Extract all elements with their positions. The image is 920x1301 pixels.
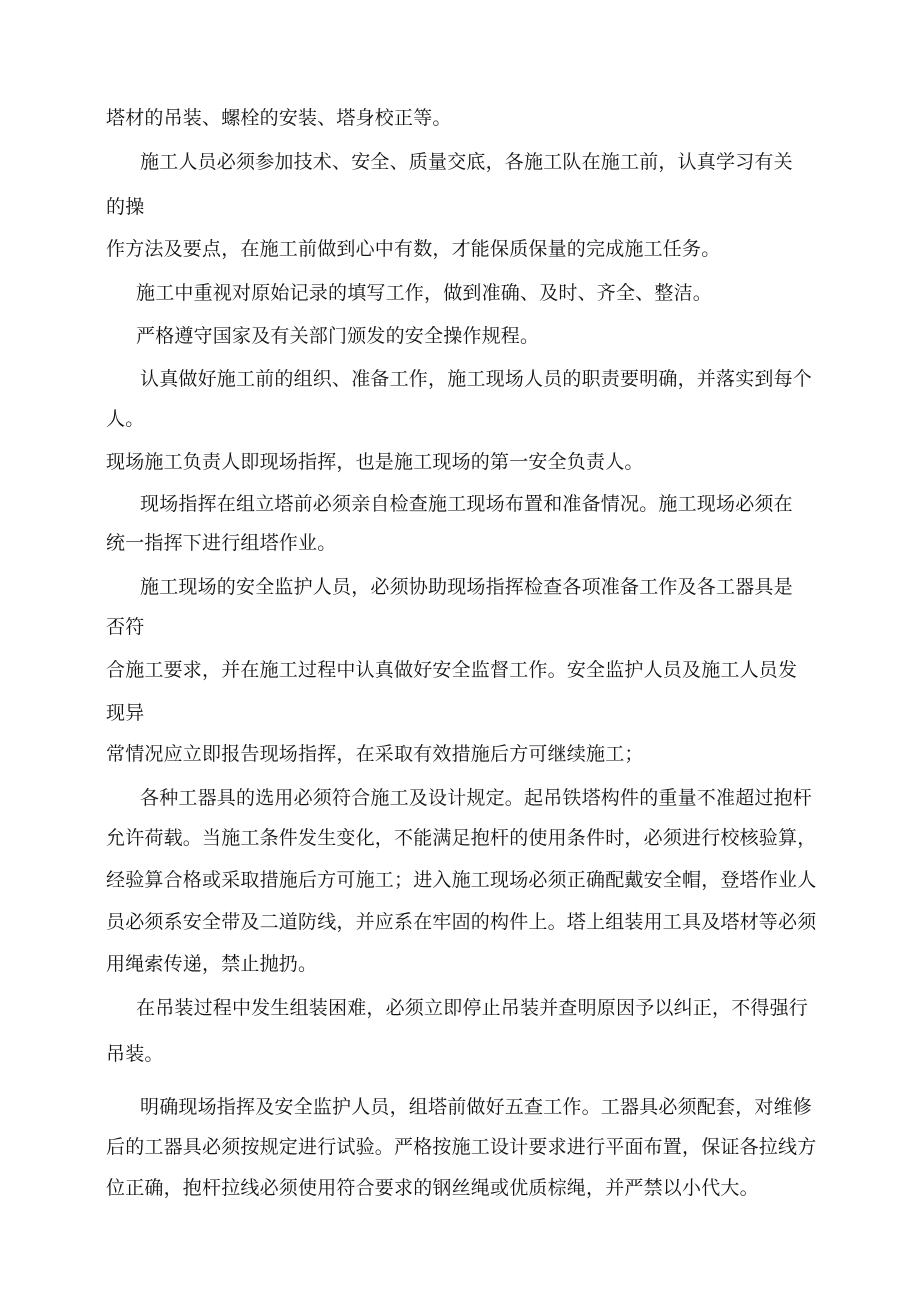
text-line: 施工中重视对原始记录的填写工作，做到准确、及时、齐全、整洁。 — [136, 282, 713, 304]
text-line: 认真做好施工前的组织、准备工作，施工现场人员的职责要明确，并落实到每个 — [140, 368, 813, 390]
text-line: 现异 — [106, 702, 145, 724]
text-line: 用绳索传递，禁止抛扔。 — [106, 953, 318, 975]
text-line: 合施工要求，并在施工过程中认真做好安全监督工作。安全监护人员及施工人员发 — [106, 659, 798, 681]
text-line: 统一指挥下进行组塔作业。 — [106, 532, 337, 554]
text-line: 位正确，抱杆拉线必须使用符合要求的钢丝绳或优质棕绳，并严禁以小代大。 — [106, 1177, 759, 1199]
text-line: 后的工器具必须按规定进行试验。严格按施工设计要求进行平面布置，保证各拉线方 — [106, 1136, 817, 1158]
text-line: 塔材的吊装、螺栓的安装、塔身校正等。 — [106, 107, 452, 129]
text-line: 施工现场的安全监护人员，必须协助现场指挥检查各项准备工作及各工器具是 — [140, 576, 793, 598]
text-line: 明确现场指挥及安全监护人员，组塔前做好五查工作。工器具必须配套，对维修 — [140, 1096, 813, 1118]
text-line: 吊装。 — [106, 1043, 164, 1065]
text-line: 施工人员必须参加技术、安全、质量交底，各施工队在施工前，认真学习有关 — [140, 151, 793, 173]
text-line: 常情况应立即报告现场指挥，在采取有效措施后方可继续施工； — [106, 743, 644, 765]
text-line: 在吊装过程中发生组装困难，必须立即停止吊装并查明原因予以纠正，不得强行 — [136, 997, 809, 1019]
text-line: 的操 — [106, 196, 145, 218]
text-line: 严格遵守国家及有关部门颁发的安全操作规程。 — [136, 325, 540, 347]
text-line: 员必须系安全带及二道防线，并应系在牢固的构件上。塔上组装用工具及塔材等必须 — [106, 911, 817, 933]
text-line: 人。 — [106, 408, 145, 430]
text-line: 允许荷载。当施工条件发生变化，不能满足抱杆的使用条件时，必须进行校核验算， — [106, 827, 817, 849]
text-line: 各种工器具的选用必须符合施工及设计规定。起吊铁塔构件的重量不准超过抱杆 — [140, 787, 813, 809]
text-line: 现场施工负责人即现场指挥，也是施工现场的第一安全负责人。 — [106, 451, 644, 473]
text-line: 否符 — [106, 616, 145, 638]
text-line: 作方法及要点，在施工前做到心中有数，才能保质保量的完成施工任务。 — [106, 238, 721, 260]
text-line: 现场指挥在组立塔前必须亲自检查施工现场布置和准备情况。施工现场必须在 — [140, 493, 793, 515]
text-line: 经验算合格或采取措施后方可施工；进入施工现场必须正确配戴安全帽，登塔作业人 — [106, 869, 817, 891]
